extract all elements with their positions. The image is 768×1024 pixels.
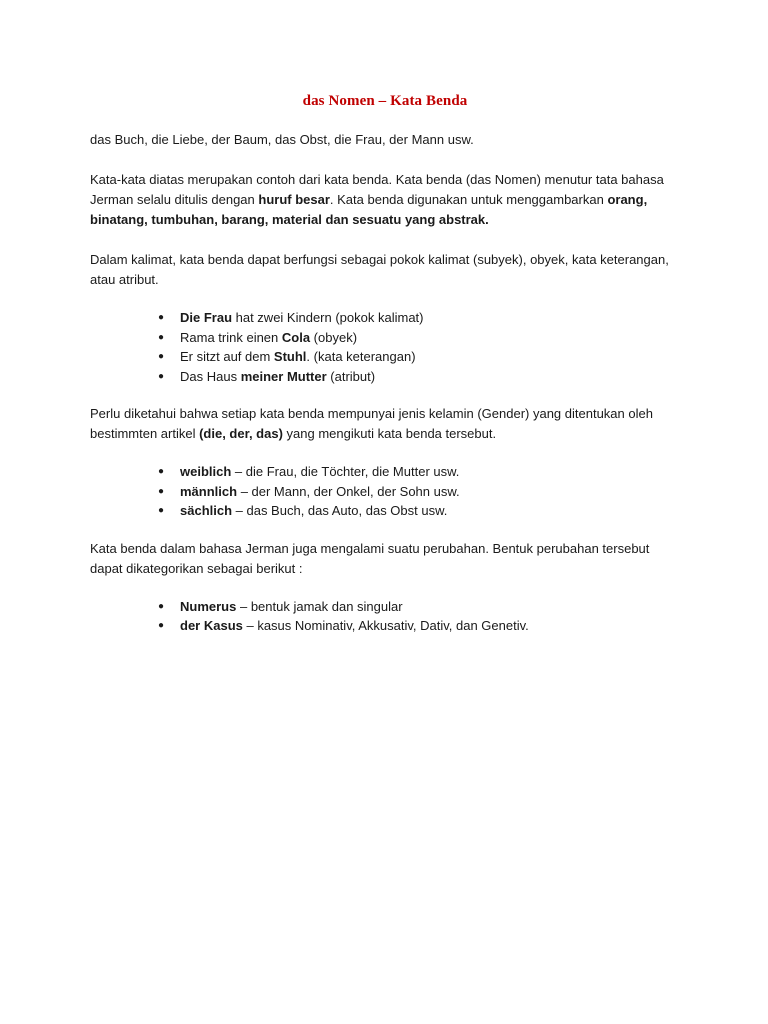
intro-text-a: Kata-kata diatas merupakan contoh dari kata benda. Kata benda (das Nomen) menutur tata bahasa Jerman selalu ditulis dengan: [90, 172, 664, 207]
intro-text-b: . Kata benda digunakan untuk menggambarkan: [329, 192, 608, 207]
list-item-pre: Rama trink einen: [180, 329, 282, 345]
list-item: [90, 308, 680, 328]
list-item-bold: der Kasus: [180, 618, 243, 633]
list-item: [90, 367, 680, 387]
gender-bold: (die, der, das): [199, 426, 283, 441]
gender-text-b: yang mengikuti kata benda tersebut.: [282, 426, 497, 441]
list-item-bold: männlich: [180, 483, 238, 499]
bullet-icon: ●: [158, 620, 165, 631]
example-text: , die Liebe, der Baum, das Obst, die Frau, der: [144, 132, 412, 147]
intro-bold-b: orang, binatang, tumbuhan, barang, material dan sesuatu yang abstrak.: [90, 192, 648, 227]
bullet-icon: ●: [158, 312, 165, 323]
gender-list: [90, 462, 680, 521]
change-list: [90, 597, 680, 636]
list-item-text: (obyek): [310, 329, 358, 345]
list-item-text: – bentuk jamak dan singular: [236, 598, 403, 614]
list-item-text: hat zwei Kindern (pokok kalimat): [232, 310, 424, 325]
list-item: [90, 482, 680, 502]
function-paragraph: Dalam kalimat, kata benda dapat berfungsi sebagai pokok kalimat (subyek), obyek, kata keterangan, atau atribut.: [90, 252, 669, 287]
list-item-text: – kasus Nominativ, Akkusativ, Dativ, dan Genetiv.: [242, 618, 529, 633]
list-item-bold: meiner Mutter: [240, 368, 327, 384]
function-examples-list: [90, 308, 680, 386]
list-item-bold: Cola: [281, 329, 311, 345]
page-title: das Nomen – Kata Benda: [302, 93, 468, 109]
bullet-icon: ●: [158, 505, 165, 516]
example-end: usw.: [444, 132, 474, 147]
bullet-icon: ●: [158, 331, 165, 343]
bullet-icon: ●: [158, 600, 165, 612]
list-item-bold: weiblich: [180, 464, 232, 479]
intro-bold-a: huruf besar: [258, 192, 330, 207]
list-item-bold: Die Frau: [180, 310, 233, 325]
list-item: [90, 347, 680, 367]
bullet-icon: ●: [158, 370, 165, 382]
list-item: [90, 616, 680, 636]
change-paragraph: Kata benda dalam bahasa Jerman juga mengalami suatu perubahan. Bentuk perubahan tersebut dapat dikategorikan sebagai berikut :: [90, 540, 650, 576]
example-bold: das Buch: [90, 132, 145, 147]
gender-text-a: Perlu diketahui bahwa setiap kata benda mempunyai jenis kelamin (Gender) yang ditentukan oleh bestimmten artikel: [90, 406, 653, 441]
list-item-text: – das Buch, das Auto, das Obst usw.: [232, 503, 448, 518]
gender-paragraph: [90, 404, 680, 444]
bullet-icon: ●: [158, 485, 165, 497]
list-item: [90, 501, 680, 521]
list-item-text: – die Frau, die Töchter, die Mutter usw.: [231, 464, 460, 479]
list-item-text: (atribut): [326, 368, 376, 384]
example-bold-2: Mann: [411, 132, 445, 147]
bullet-icon: ●: [158, 466, 165, 477]
intro-paragraph: [90, 170, 680, 230]
list-item-pre: Er sitzt auf dem: [180, 349, 274, 364]
list-item: [90, 328, 680, 348]
list-item-text: – der Mann, der Onkel, der Sohn usw.: [237, 483, 460, 499]
list-item-bold: Stuhl: [273, 349, 307, 364]
list-item: [90, 462, 680, 482]
examples-paragraph: [90, 130, 680, 150]
list-item-bold: sächlich: [180, 503, 233, 518]
list-item-pre: Das Haus: [180, 368, 241, 384]
list-item-bold: Numerus: [180, 598, 237, 614]
bullet-icon: ●: [158, 351, 165, 362]
list-item: [90, 597, 680, 617]
list-item-text: . (kata keterangan): [306, 349, 416, 364]
